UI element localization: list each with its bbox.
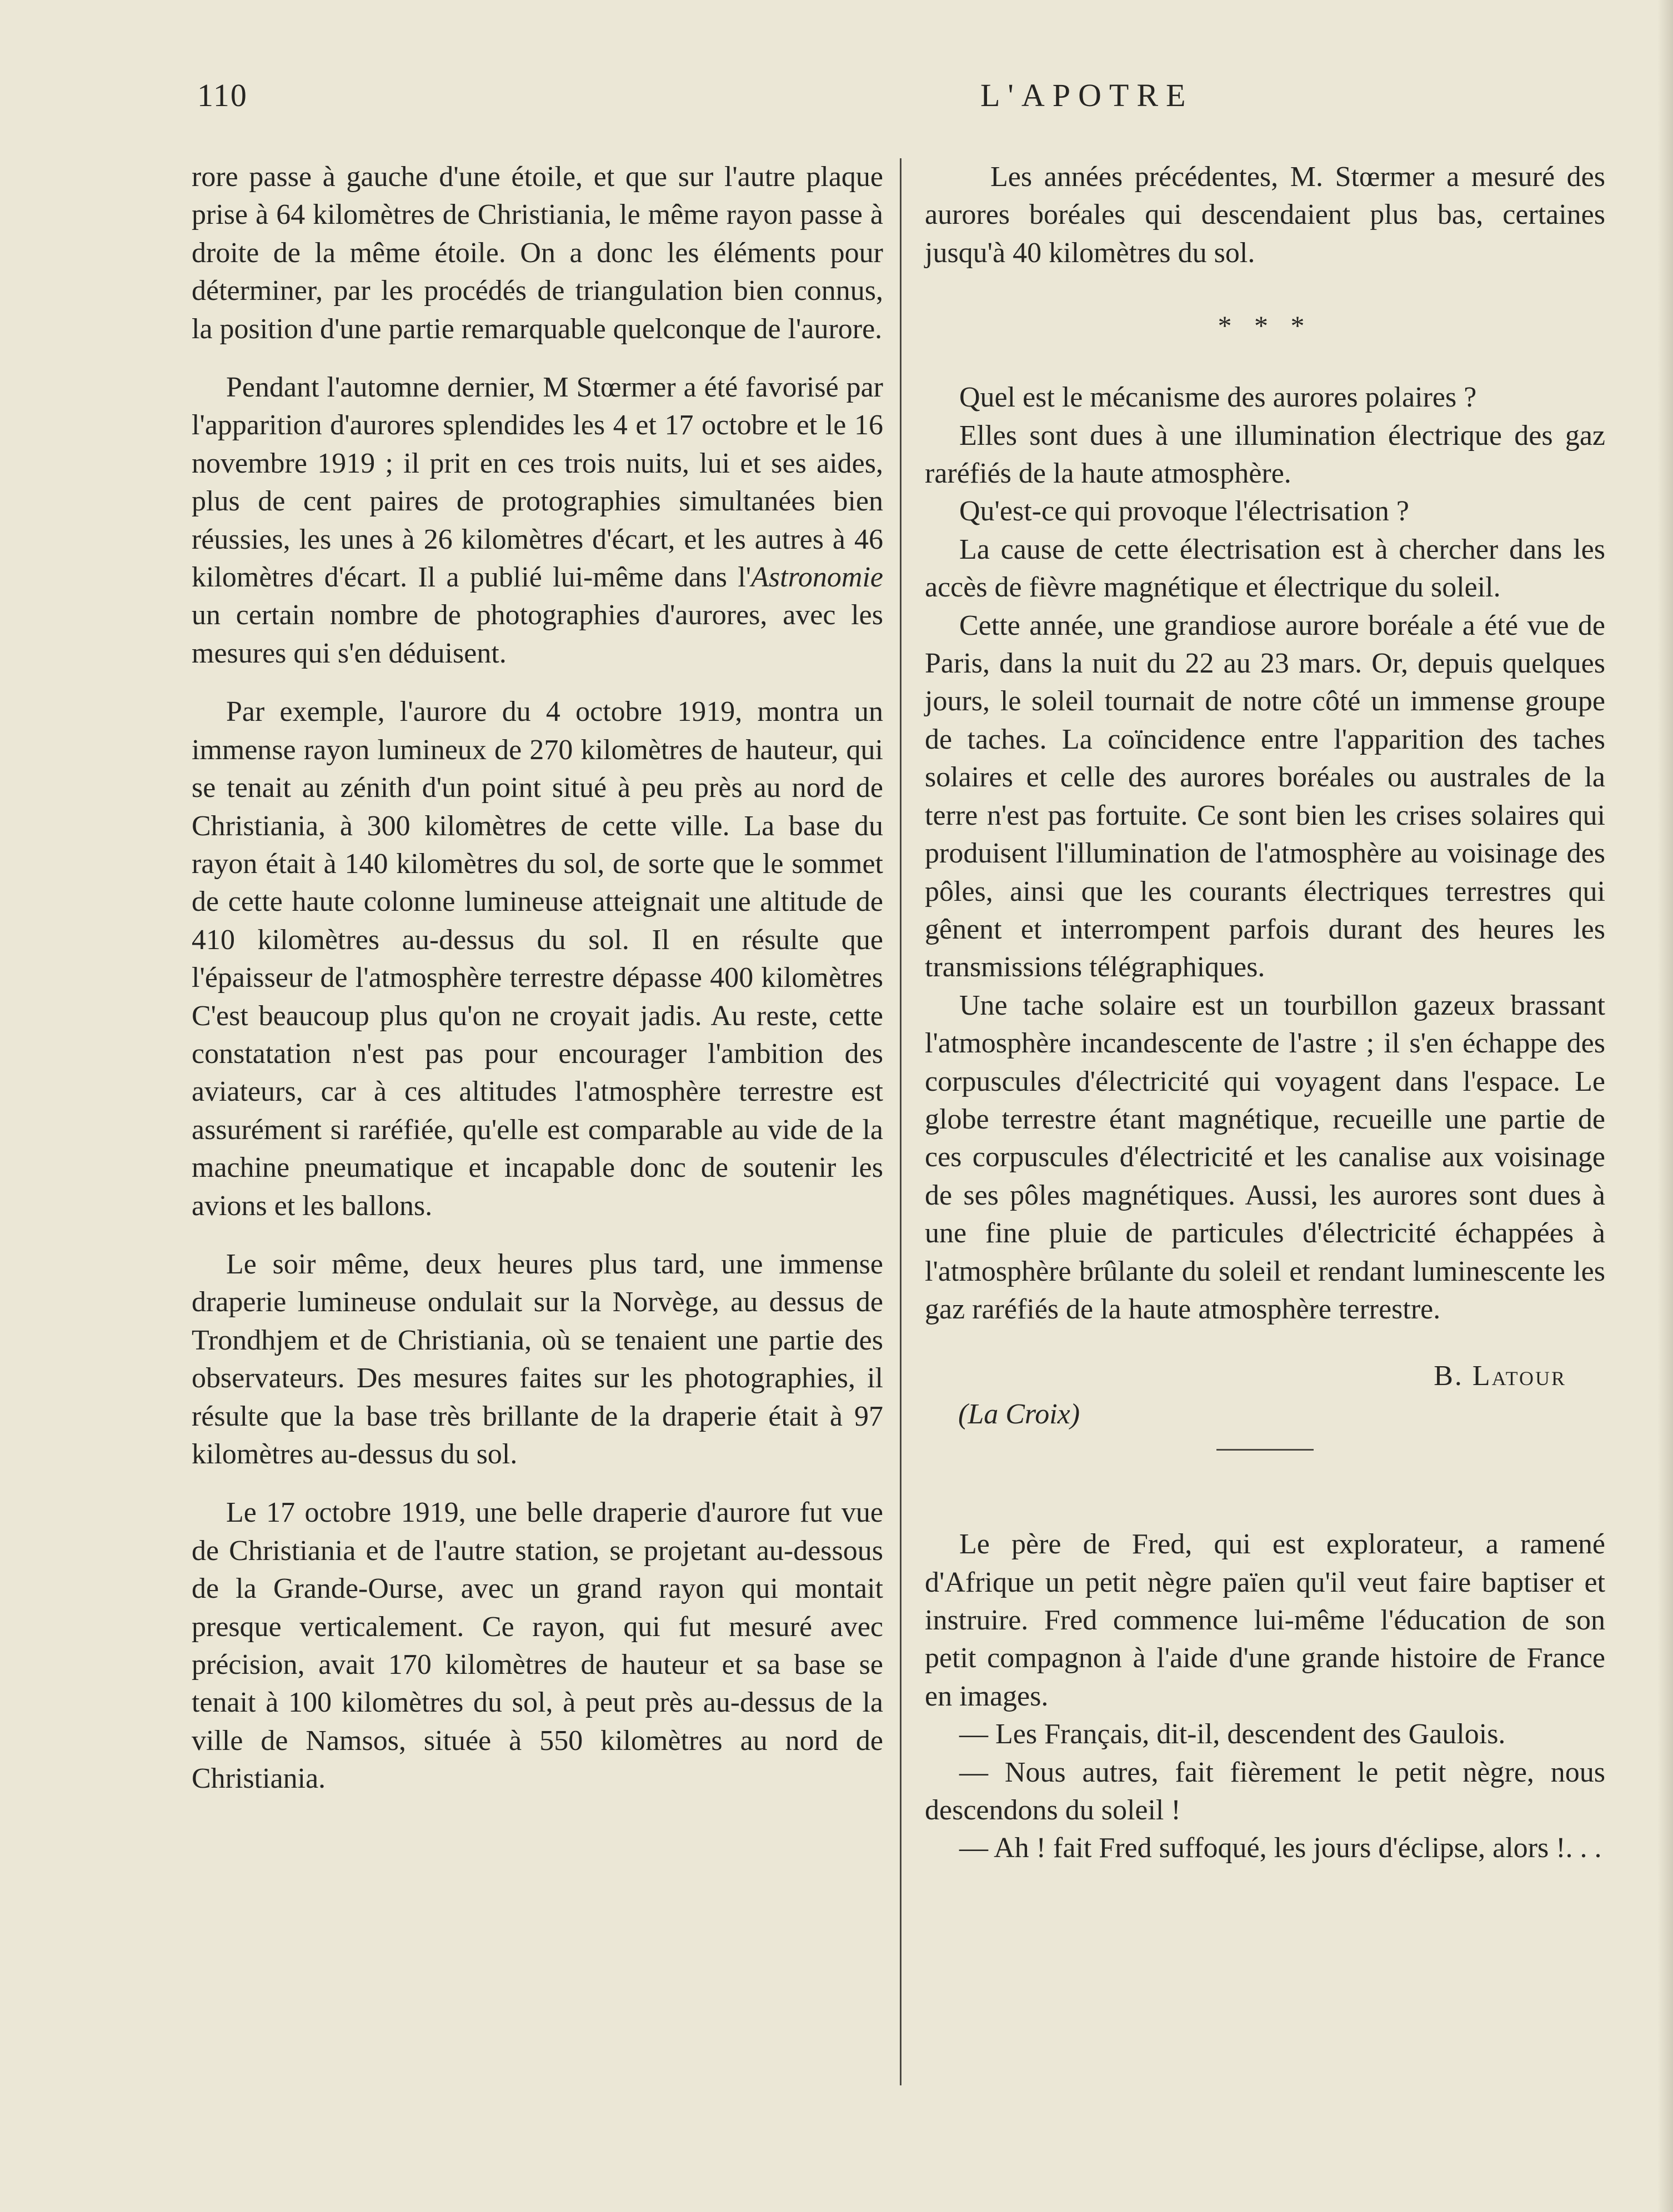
anecdote-dialogue: — Les Français, dit-il, descendent des Gaulois. [959,1718,1506,1750]
page-header [197,77,1609,121]
paragraph: Le 17 octobre 1919, une belle draperie d'aurore fut vue de Christiania et de l'autre station, se projetant au-dessous de la Grande-Ourse, avec un grand rayon qui montait presque verticalement. Ce rayon, qui fut mesuré avec précision, avait 170 kilomètres de hauteur et sa base se tenait à 100 kilomètres du sol, à peut près au-dessus de la ville de Namsos, située à 550 kilomètres au nord de Christiania. [192,1497,883,1795]
question: Quel est le mécanisme des aurores polaires ? [959,382,1477,414]
paragraph: Cette année, une grandiose aurore boréale a été vue de Paris, dans la nuit du 22 au 23 mars. Or, depuis quelques jours, le soleil tournait de notre côté un immense groupe de taches. La coïncidence entre l'apparition des taches solaires et celle des aurores boréales ou australes de la terre n'est pas fortuite. Ce sont bien les crises solaires qui produisent l'illumination de l'atmosphère au voisinage des pôles, ainsi que les courants électriques terrestres qui gênent et interrompent parfois durant des heures les transmissions télégraphiques. [925,609,1605,984]
anecdote-dialogue: — Ah ! fait Fred suffoqué, les jours d'éclipse, alors !. . . [959,1832,1602,1864]
separator-rule [1216,1449,1314,1451]
anecdote-paragraph: Le père de Fred, qui est explorateur, a ramené d'Afrique un petit nègre païen qu'il veut faire baptiser et instruire. Fred commence lui-même l'éducation de son petit compagnon à l'aide d'une grande histoire de France en images. [925,1528,1605,1712]
author-signature: B. Latour [1434,1360,1566,1392]
column-divider [900,158,901,2085]
question: Qu'est-ce qui provoque l'électrisation ? [959,495,1410,528]
paragraph: Les années précédentes, M. Stœrmer a mesuré des aurores boréales qui descendaient plus bas, certaines jusqu'à 40 kilomètres du sol. [925,161,1605,269]
anecdote-dialogue: — Nous autres, fait fièrement le petit nègre, nous descendons du soleil ! [925,1756,1605,1827]
source-citation: (La Croix) [958,1398,1080,1430]
publication-title: Astronomie [751,561,883,594]
right-column [925,158,1605,1868]
running-title: L'APOTRE [980,77,1194,113]
left-column [192,158,883,1798]
paragraph-text: Pendant l'automne dernier, M Stœrmer a été favorisé par l'apparition d'aurores splendides les 4 et 17 octobre et le 16 novembre 1919 ; il prit en ces trois nuits, lui et ses aides, plus de cent paires de protographies simultanées bien réussies, les unes à 26 kilomètres d'écart, et les autres à 46 kilomètres d'écart. Il a publié lui-même dans l' [192,372,883,594]
paragraph [192,369,883,673]
paragraph: Par exemple, l'aurore du 4 octobre 1919, montra un immense rayon lumineux de 270 kilomètres de hauteur, qui se tenait au zénith d'un point situé à peu près au nord de Christiania, à 300 kilomètres de cette ville. La base du rayon était à 140 kilomètres du sol, de sorte que le sommet de cette haute colonne lumineuse atteignait une altitude de 410 kilomètres au-dessus du sol. Il en résulte que l'épaisseur de l'atmosphère terrestre dépasse 400 kilomètres C'est beaucoup plus qu'on ne croyait jadis. Au reste, cette constatation n'est pas pour encourager l'ambition des aviateurs, car à ces altitudes l'atmosphère terrestre est assurément si raréfiée, qu'elle est comparable au vide de la machine pneumatique et incapable donc de soutenir les avions et les ballons. [192,696,883,1222]
answer: Elles sont dues à une illumination électrique des gaz raréfiés de la haute atmosphère. [925,419,1605,490]
answer: La cause de cette électrisation est à chercher dans les accès de fièvre magnétique et électrique du soleil. [925,533,1605,604]
paragraph: Une tache solaire est un tourbillon gazeux brassant l'atmosphère incandescente de l'astre ; il s'en échappe des corpuscules d'électricité qui voyagent dans l'espace. Le globe terrestre étant magnétique, recueille une partie de ces corpuscules d'électricité et les canalise aux voisinage de ses pôles magnétiques. Aussi, les aurores sont dues à une fine pluie de particules d'électricité échappées à l'atmosphère brûlante du soleil et rendant luminescente les gaz raréfiés de la haute atmosphère terrestre. [925,989,1605,1325]
section-ornament: * * * [1218,310,1313,342]
page-edge-shadow [1657,0,1673,2212]
paragraph: rore passe à gauche d'une étoile, et que sur l'autre plaque prise à 64 kilomètres de Christiania, le même rayon passe à droite de la même étoile. On a donc les éléments pour déterminer, par les procédés de triangulation bien connus, la position d'une partie remarquable quelconque de l'aurore. [192,161,883,345]
paragraph: Le soir même, deux heures plus tard, une immense draperie lumineuse ondulait sur la Norvège, au dessus de Trondhjem et de Christiania, où se tenaient une partie des observateurs. Des mesures faites sur les photographies, il résulte que la base très brillante de la draperie était à 97 kilomètres au-dessus du sol. [192,1248,883,1470]
paragraph-text: un certain nombre de photographies d'aurores, avec les mesures qui s'en déduisent. [192,599,883,669]
page-number: 110 [197,77,248,113]
